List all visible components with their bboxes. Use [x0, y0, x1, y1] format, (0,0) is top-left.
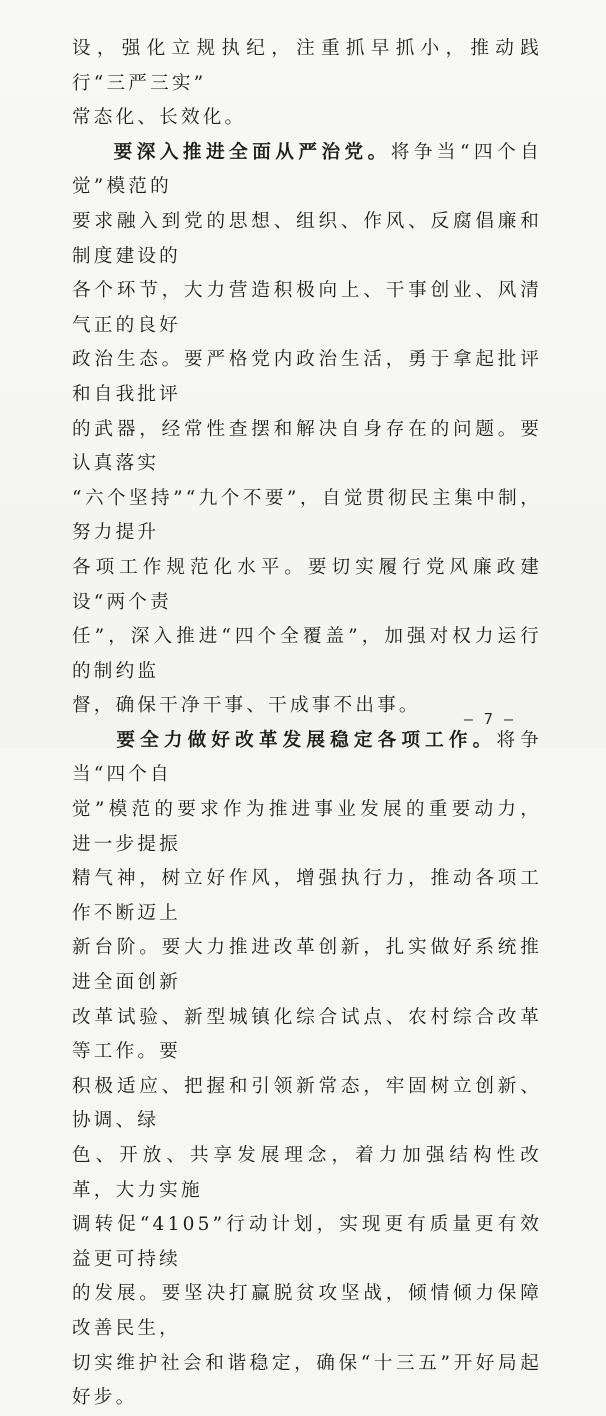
text-line: 政治生态。要严格党内政治生活，勇于拿起批评和自我批评: [72, 349, 542, 405]
text-line: 色、开放、共享发展理念，着力加强结构性改革，大力实施: [72, 1145, 542, 1201]
page-number: — 7 —: [463, 710, 514, 728]
paragraph-reform-development: [72, 724, 542, 1416]
text-line: 切实维护社会和谐稳定，确保“十三五”开好局起好步。: [72, 1352, 542, 1409]
text-line: 的发展。要坚决打赢脱贫攻坚战，倾情倾力保障改善民生，: [72, 1283, 542, 1339]
paragraph-continuation: [72, 32, 542, 136]
text-line: “六个坚持”“九个不要”，自觉贯彻民主集中制，努力提升: [72, 487, 542, 544]
text-line: 督，确保干净干事、干成事不出事。: [72, 695, 421, 717]
text-line: 觉”模范的要求作为推进事业发展的重要动力，进一步提振: [72, 799, 542, 855]
text-line: 精气神，树立好作风，增强执行力，推动各项工作不断迈上: [72, 868, 542, 924]
text-line: 改革试验、新型城镇化综合试点、农村综合改革等工作。要: [72, 1006, 542, 1063]
paragraph-party-governance: [72, 136, 542, 724]
text-line: 要深入推进全面从严治党。将争当“四个自觉”模范的: [72, 141, 543, 198]
lead-sentence: 要全力做好改革发展稳定各项工作。: [116, 729, 497, 751]
lead-sentence: 要深入推进全面从严治党。: [113, 141, 391, 163]
text-line: 积极适应、把握和引领新常态，牢固树立创新、协调、绿: [72, 1075, 542, 1132]
text-line: 各项工作规范化水平。要切实履行党风廉政建设“两个责: [72, 556, 542, 613]
text-line: 要全力做好改革发展稳定各项工作。将争当“四个自: [72, 729, 543, 786]
text-line: 设，强化立规执纪，注重抓早抓小，推动践行“三严三实”: [72, 38, 542, 94]
text-line: 各个环节，大力营造积极向上、干事创业、风清气正的良好: [72, 280, 542, 336]
text-line: 要求融入到党的思想、组织、作风、反腐倡廉和制度建设的: [72, 210, 542, 267]
text-line: 调转促“4105”行动计划，实现更有质量更有效益更可持续: [72, 1214, 542, 1270]
text-line: 的武器，经常性查摆和解决自身存在的问题。要认真落实: [72, 418, 542, 475]
text-line: 任”，深入推进“四个全覆盖”，加强对权力运行的制约监: [72, 626, 542, 682]
text-line: 新台阶。要大力推进改革创新，扎实做好系统推进全面创新: [72, 937, 542, 994]
text-line: 常态化、长效化。: [72, 107, 247, 129]
